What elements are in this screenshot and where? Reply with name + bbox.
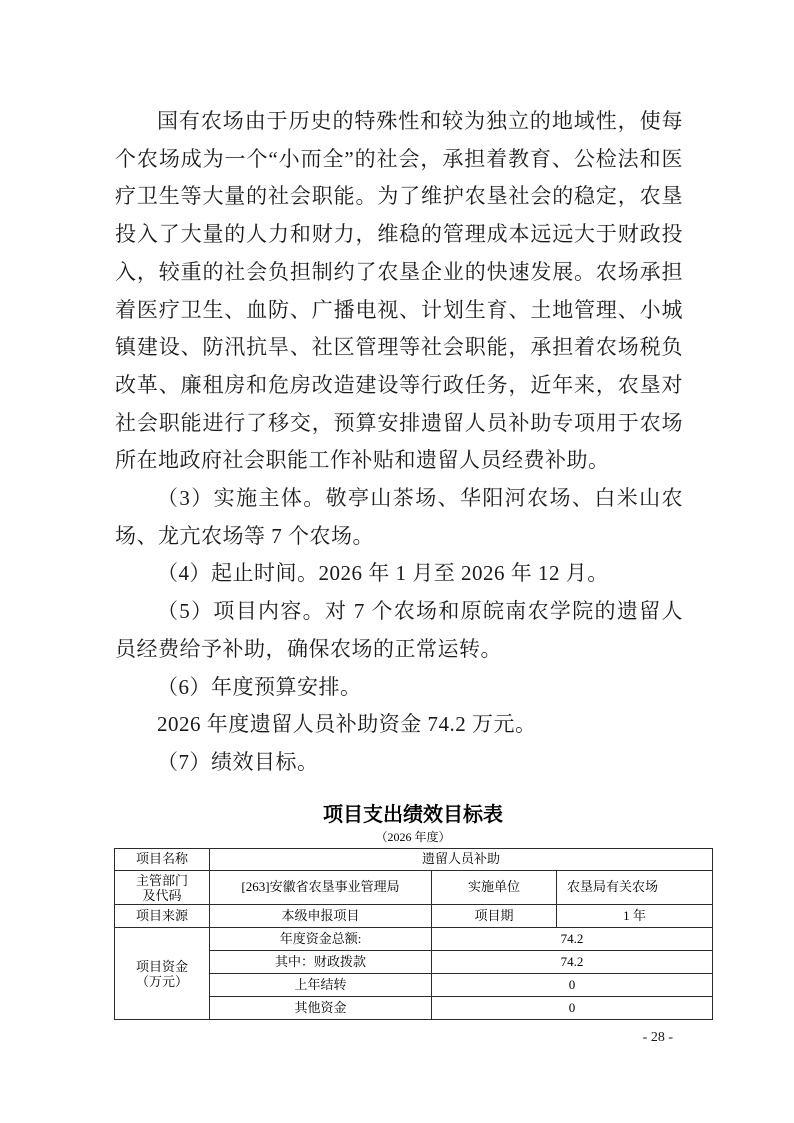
cell-dept-label [115,871,210,905]
body-paragraph: （3）实施主体。敬亭山茶场、华阳河农场、白米山农场、龙亢农场等 7 个农场。 [115,486,683,548]
cell-period-label: 项目期 [432,905,557,928]
cell-funding-item-value: 74.2 [432,928,713,951]
table-row [115,928,713,951]
cell-dept-value: [263]安徽省农垦事业管理局 [210,871,432,905]
cell-funding-item-name: 年度资金总额: [210,928,432,951]
cell-funding-item-value: 0 [432,997,713,1020]
page-number: - 28 - [642,1030,673,1045]
cell-impl-unit-value: 农垦局有关农场 [557,871,713,905]
cell-dept-label-line1: 主管部门 [135,872,188,888]
table-subtitle: （2026 年度） [375,830,451,844]
cell-funding-item-value: 74.2 [432,951,713,974]
body-paragraph: （6）年度预算安排。 [157,674,362,699]
table-row [115,849,713,871]
cell-funding-label-line2: （万元） [135,973,188,989]
cell-funding-label-line1: 项目资金 [135,958,188,974]
cell-project-name-value: 遗留人员补助 [210,849,713,871]
performance-target-table [114,848,713,1020]
cell-period-value: 1 年 [557,905,713,928]
cell-funding-label [115,928,210,1020]
cell-funding-item-name: 上年结转 [210,974,432,997]
cell-funding-item-value: 0 [432,974,713,997]
cell-project-name-label: 项目名称 [115,849,210,871]
body-paragraph: （5）项目内容。对 7 个农场和原皖南农学院的遗留人员经费给予补助，确保农场的正常运转。 [115,599,683,661]
cell-funding-item-name: 其他资金 [210,997,432,1020]
table-title: 项目支出绩效目标表 [323,804,503,826]
table-row [115,905,713,928]
body-paragraph: （7）绩效目标。 [157,749,319,774]
body-paragraph: （4）起止时间。2026 年 1 月至 2026 年 12 月。 [157,561,609,586]
table-row [115,871,713,905]
cell-source-value: 本级申报项目 [210,905,432,928]
cell-impl-unit-label: 实施单位 [432,871,557,905]
body-paragraph: 2026 年度遗留人员补助资金 74.2 万元。 [157,712,537,737]
body-paragraph: 国有农场由于历史的特殊性和较为独立的地域性，使每个农场成为一个“小而全”的社会，承担着教育、公检法和医疗卫生等大量的社会职能。为了维护农垦社会的稳定，农垦投入了大量的人力和财力，维稳的管理成本远远大于财政投入，较重的社会负担制约了农垦企业的快速发展。农场承担着医疗卫生、血防、广播电视、计划生育、土地管理、小城镇建设、防汛抗旱、社区管理等社会职能，承担着农场税负改革、廉租房和危房改造建设等行政任务，近年来，农垦对社会职能进行了移交，预算安排遗留人员补助专项用于农场所在地政府社会职能工作补贴和遗留人员经费补助。 [115,109,683,473]
cell-dept-label-line2: 及代码 [142,887,182,903]
cell-funding-item-name: 其中：财政拨款 [210,951,432,974]
cell-source-label: 项目来源 [115,905,210,928]
body-text-block [115,103,683,819]
performance-table-section [114,803,712,1020]
